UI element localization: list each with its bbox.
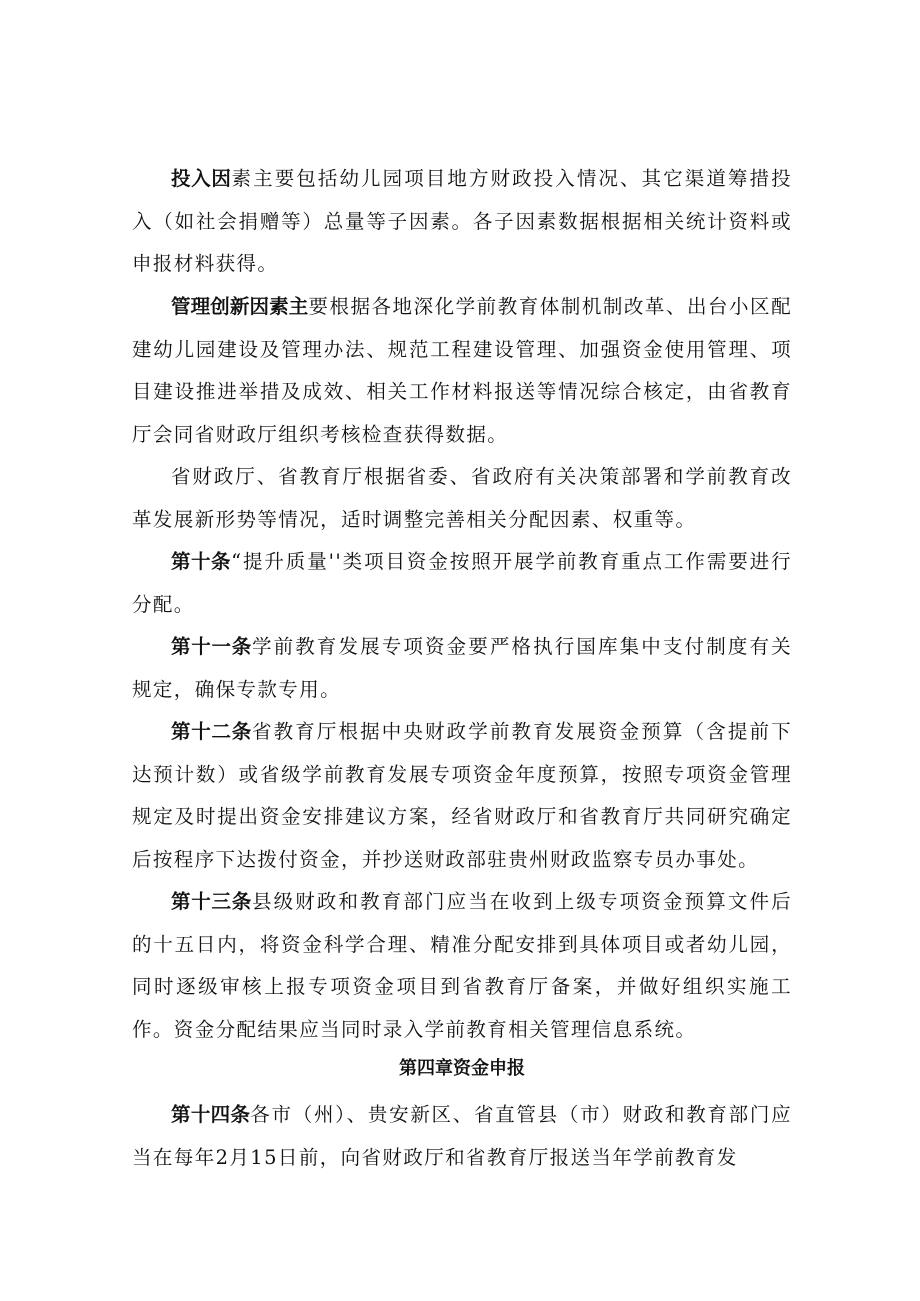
- paragraph-text: 省财政厅、省教育厅根据省委、省政府有关决策部署和学前教育改革发展新形势等情况，适时调整完善相关分配因素、权重等。: [132, 465, 792, 531]
- article-13: [132, 881, 792, 1051]
- article-number: 第十四条: [171, 1103, 251, 1126]
- paragraph-adjustment: [132, 456, 792, 541]
- paragraph-input-factor: [132, 158, 792, 286]
- paragraph-management-factor: [132, 286, 792, 456]
- article-12: [132, 711, 792, 881]
- paragraph-text: 要根据各地深化学前教育体制机制改革、出台小区配建幼儿园建设及管理办法、规范工程建设管理、加强资金使用管理、项目建设推进举措及成效、相关工作材料报送等情况综合核定，由省教育厅会同省财政厅组织考核检查获得数据。: [132, 295, 792, 446]
- article-10: [132, 541, 792, 626]
- article-text: 学前教育发展专项资金要严格执行国库集中支付制度有关规定，确保专款专用。: [132, 635, 792, 701]
- article-number: 第十一条: [171, 635, 252, 658]
- article-14: [132, 1094, 792, 1179]
- chapter-heading: 第四章资金申报: [399, 1058, 525, 1079]
- paragraph-lead: 管理创新因素主: [171, 295, 309, 318]
- article-text: “提升质量''类项目资金按照开展学前教育重点工作需要进行分配。: [132, 550, 792, 616]
- article-text: 各市（州）、贵安新区、省直管县（市）财政和教育部门应当在每年2月15日前，向省财政厅和省教育厅报送当年学前教育发: [132, 1103, 792, 1169]
- article-text: 县级财政和教育部门应当在收到上级专项资金预算文件后的十五日内，将资金科学合理、精准分配安排到具体项目或者幼儿园，同时逐级审核上报专项资金项目到省教育厅备案，并做好组织实施工作。资金分配结果应当同时录入学前教育相关管理信息系统。: [132, 890, 792, 1041]
- article-11: [132, 626, 792, 711]
- article-text: 省教育厅根据中央财政学前教育发展资金预算（含提前下达预计数）或省级学前教育发展专项资金年度预算，按照专项资金管理规定及时提出资金安排建议方案，经省财政厅和省教育厅共同研究确定后按程序下达拨付资金，并抄送财政部驻贵州财政监察专员办事处。: [132, 720, 792, 871]
- article-number: 第十条: [171, 550, 232, 573]
- paragraph-lead: 投入因: [171, 167, 232, 190]
- paragraph-text: 素主要包括幼儿园项目地方财政投入情况、其它渠道筹措投入（如社会捐赠等）总量等子因素。各子因素数据根据相关统计资料或申报材料获得。: [132, 167, 792, 275]
- article-number: 第十三条: [171, 890, 252, 913]
- article-number: 第十二条: [171, 720, 252, 743]
